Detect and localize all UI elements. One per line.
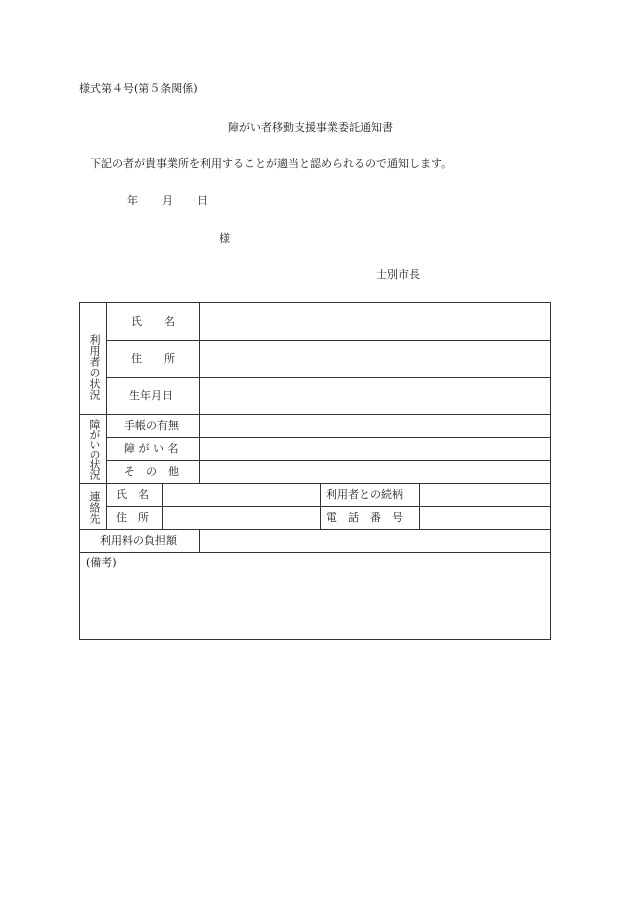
user-name-label: 氏 名 <box>131 315 175 328</box>
fee-label: 利用料の負担額 <box>100 534 177 547</box>
body-text: 下記の者が貴事業所を利用することが適当と認められるので通知します。 <box>90 157 453 170</box>
disability-name-label: 障 が い 名 <box>124 442 179 455</box>
phone-label: 電 話 番 号 <box>326 511 403 524</box>
recipient-suffix: 様 <box>219 232 230 245</box>
date-day-label: 日 <box>197 194 208 207</box>
user-birthdate-label: 生年月日 <box>129 389 173 402</box>
handbook-label: 手帳の有無 <box>124 419 179 432</box>
contact-section-label: 連絡先 <box>88 490 101 524</box>
contact-address-label: 住 所 <box>116 511 149 524</box>
user-section-label: 利用者の状況 <box>88 334 101 400</box>
remarks-label: (備考) <box>86 556 117 569</box>
contact-name-label: 氏 名 <box>116 488 149 501</box>
user-address-label: 住 所 <box>131 352 175 365</box>
disability-section-label: 障がいの状況 <box>88 419 101 479</box>
form-table <box>79 302 551 640</box>
date-year-label: 年 <box>127 194 138 207</box>
date-month-label: 月 <box>162 194 173 207</box>
relation-label: 利用者との続柄 <box>326 488 403 501</box>
document-title: 障がい者移動支援事業委託通知書 <box>228 121 393 134</box>
form-number: 様式第４号(第５条関係) <box>79 82 198 95</box>
issuer: 士別市長 <box>376 268 420 281</box>
disability-other-label: そ の 他 <box>124 465 179 478</box>
